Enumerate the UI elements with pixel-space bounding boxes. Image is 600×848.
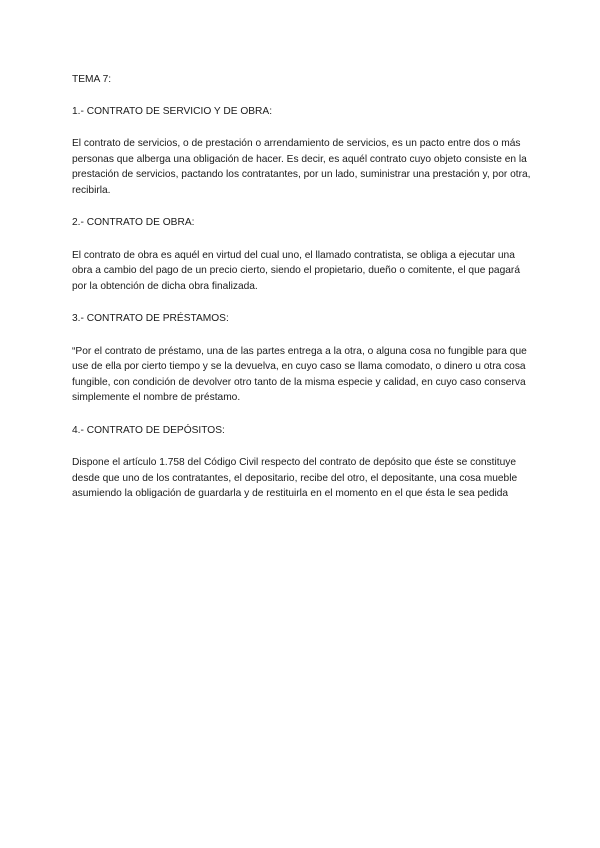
section-body-servicio-obra: El contrato de servicios, o de prestación o arrendamiento de servicios, es un pacto entre dos o más personas que alberga una obligación de hacer. Es decir, es aquél contrato cuyo objeto consiste en la prestación de servicios, pactando los contratantes, por un lado, suministrar una prestación y, por otra, recibirla. [72,138,531,196]
section-body-obra: El contrato de obra es aquél en virtud del cual uno, el llamado contratista, se obliga a ejecutar una obra a cambio del pago de un precio cierto, siendo el propietario, dueño o comitente, el que pagará por la obtención de dicha obra finalizada. [72,249,520,292]
section-heading-prestamos: 3.- CONTRATO DE PRÉSTAMOS: [72,313,229,324]
section-heading-depositos: 4.- CONTRATO DE DEPÓSITOS: [72,424,225,436]
document-content [72,72,534,519]
section-heading-obra: 2.- CONTRATO DE OBRA: [72,217,195,228]
section-heading-servicio-obra: 1.- CONTRATO DE SERVICIO Y DE OBRA: [72,105,273,117]
section-body-depositos: Dispone el artículo 1.758 del Código Civil respecto del contrato de depósito que éste se constituye desde que uno de los contratantes, el depositario, recibe del otro, el depositante, una cosa mueble asumiendo la obligación de guardarla y de restituirla en el momento en el que ésta le sea pedida [72,457,518,499]
section-body-prestamos: “Por el contrato de préstamo, una de las partes entrega a la otra, o alguna cosa no fungible para que use de ella por cierto tiempo y se la devuelva, en cuyo caso se llama comodato, o dinero u otra cosa fungible, con condición de devolver otro tanto de la misma especie y calidad, en cuyo caso conserva simplemente el nombre de préstamo. [72,345,527,403]
tema-title: TEMA 7: [72,74,112,85]
